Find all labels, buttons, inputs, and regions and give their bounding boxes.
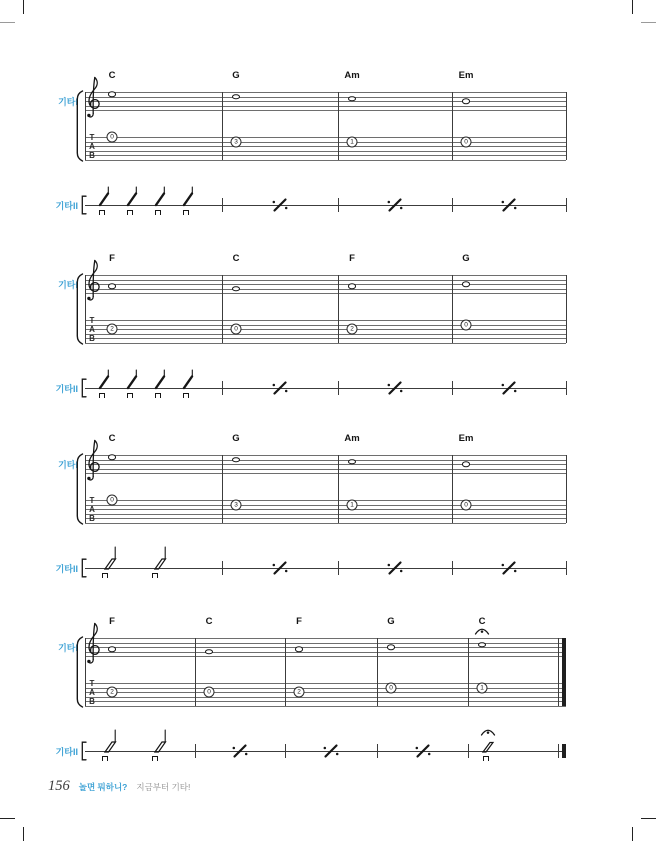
- rhythm-simile-mark: [414, 742, 432, 760]
- staff-barline: [222, 455, 223, 523]
- rhythm-simile-mark: [500, 196, 518, 214]
- down-stroke-icon: [152, 573, 159, 578]
- whole-note: [348, 459, 356, 465]
- tab-fret-number: 3: [231, 499, 242, 510]
- down-stroke-icon: [102, 573, 109, 578]
- whole-note: [387, 644, 395, 650]
- crop-mark-top-left-h: [0, 22, 15, 23]
- rhythm-quarter-slash: [98, 369, 112, 389]
- down-stroke-icon: [155, 393, 162, 398]
- staff-barline: [558, 638, 559, 706]
- staff-barline: [222, 92, 223, 160]
- down-stroke-icon: [99, 393, 106, 398]
- tab-staff-line: [85, 514, 566, 515]
- treble-staff-line: [85, 284, 566, 285]
- treble-clef-icon: [84, 439, 102, 485]
- tab-staff-line: [85, 137, 566, 138]
- tab-clef-letter: B: [89, 696, 95, 706]
- treble-clef-icon: [84, 259, 102, 305]
- treble-staff-line: [85, 110, 566, 111]
- rhythm-simile-mark: [500, 559, 518, 577]
- tab-clef-letter: A: [89, 141, 95, 151]
- tab-staff-line: [85, 338, 566, 339]
- tab-clef-letter: A: [89, 504, 95, 514]
- treble-staff-line: [85, 455, 566, 456]
- whole-note: [478, 642, 486, 648]
- rhythm-final-barline: [562, 744, 566, 758]
- treble-staff-line: [85, 289, 566, 290]
- treble-staff-line: [85, 638, 566, 639]
- rhythm-barline: [338, 381, 339, 395]
- chord-label: Am: [344, 433, 360, 444]
- down-stroke-icon: [152, 756, 159, 761]
- staff-barline: [195, 638, 196, 706]
- down-stroke-icon: [127, 393, 134, 398]
- treble-staff-line: [85, 275, 566, 276]
- treble-staff-line: [85, 460, 566, 461]
- chord-label: F: [296, 616, 302, 627]
- guitar2-label: 기타II: [55, 201, 78, 211]
- page-number: 156: [48, 778, 70, 794]
- crop-mark-top-right-h: [641, 22, 656, 23]
- tab-fret-number: 2: [107, 687, 118, 698]
- tab-staff-line: [85, 523, 566, 524]
- tab-staff-line: [85, 334, 566, 335]
- rhythm-simile-mark: [386, 196, 404, 214]
- down-stroke-icon: [99, 210, 106, 215]
- whole-note: [348, 96, 356, 102]
- tab-fret-number: 2: [107, 324, 118, 335]
- rhythm-quarter-slash: [154, 369, 168, 389]
- guitar1-label: 기타I: [58, 280, 78, 290]
- treble-staff-line: [85, 92, 566, 93]
- tab-staff-line: [85, 688, 566, 689]
- chord-label: Em: [458, 433, 474, 444]
- tab-fret-number: 0: [461, 499, 472, 510]
- tab-clef-letter: T: [89, 132, 95, 142]
- whole-note: [462, 98, 470, 104]
- tab-staff-line: [85, 697, 566, 698]
- chord-label: G: [232, 433, 240, 444]
- rhythm-barline: [566, 381, 567, 395]
- tab-fret-number: 2: [347, 324, 358, 335]
- rhythm-barline: [558, 744, 559, 758]
- crop-mark-top-left-v: [23, 0, 24, 14]
- crop-mark-bottom-right-h: [641, 818, 656, 819]
- system-bracket: [76, 273, 84, 345]
- rhythm-simile-mark: [322, 742, 340, 760]
- rhythm-simile-mark: [500, 379, 518, 397]
- staff-barline: [452, 455, 453, 523]
- tab-staff-line: [85, 325, 566, 326]
- rhythm-simile-mark: [271, 559, 289, 577]
- system-2: [0, 253, 656, 413]
- fermata-icon: [474, 626, 490, 635]
- treble-staff-line: [85, 101, 566, 102]
- whole-note: [108, 647, 116, 653]
- tab-staff-line: [85, 155, 566, 156]
- tab-staff-line: [85, 509, 566, 510]
- tab-fret-number: 0: [107, 132, 118, 143]
- rhythm-quarter-slash: [126, 186, 140, 206]
- whole-note: [232, 286, 240, 292]
- staff-barline: [566, 92, 567, 160]
- system-4: [0, 616, 656, 776]
- guitar1-label: 기타I: [58, 460, 78, 470]
- down-stroke-icon: [102, 756, 109, 761]
- chord-label: Am: [344, 70, 360, 81]
- tab-fret-number: 1: [347, 499, 358, 510]
- down-stroke-icon: [483, 756, 490, 761]
- crop-mark-top-right-v: [632, 0, 633, 14]
- rhythm-whole-slash: [481, 741, 495, 753]
- treble-staff-line: [85, 106, 566, 107]
- rhythm-barline: [452, 198, 453, 212]
- chord-label: C: [232, 253, 240, 264]
- tab-staff-line: [85, 151, 566, 152]
- rhythm-barline: [222, 381, 223, 395]
- tab-clef-letter: A: [89, 687, 95, 697]
- tab-fret-number: 0: [461, 136, 472, 147]
- whole-note: [232, 457, 240, 463]
- crop-mark-bottom-left-v: [23, 827, 24, 841]
- rhythm-quarter-slash: [182, 369, 196, 389]
- staff-barline: [285, 638, 286, 706]
- tab-fret-number: 0: [386, 682, 397, 693]
- tab-staff-line: [85, 505, 566, 506]
- treble-staff-line: [85, 652, 566, 653]
- tab-staff-line: [85, 142, 566, 143]
- rhythm-quarter-slash: [182, 186, 196, 206]
- treble-staff-line: [85, 280, 566, 281]
- chord-label: F: [109, 253, 115, 264]
- whole-note: [232, 94, 240, 100]
- staff-barline: [468, 638, 469, 706]
- down-stroke-icon: [183, 393, 190, 398]
- tab-staff-line: [85, 160, 566, 161]
- staff-barline: [452, 275, 453, 343]
- staff-barline: [338, 455, 339, 523]
- tab-staff-line: [85, 692, 566, 693]
- whole-note: [108, 284, 116, 290]
- rhythm-barline: [566, 561, 567, 575]
- staff-barline: [85, 638, 86, 706]
- rhythm-simile-mark: [271, 196, 289, 214]
- staff-barline: [85, 92, 86, 160]
- tab-fret-number: 2: [294, 687, 305, 698]
- chord-label: C: [205, 616, 213, 627]
- rhythm-half-slash: [153, 546, 169, 570]
- staff-barline: [85, 455, 86, 523]
- tab-staff-line: [85, 500, 566, 501]
- staff-barline: [338, 92, 339, 160]
- tab-fret-number: 1: [347, 136, 358, 147]
- fermata-icon: [480, 727, 496, 736]
- tab-clef-letter: B: [89, 333, 95, 343]
- tab-staff-line: [85, 701, 566, 702]
- page-footer: [48, 778, 190, 795]
- chord-label: Em: [458, 70, 474, 81]
- whole-note: [205, 649, 213, 655]
- tab-staff-line: [85, 518, 566, 519]
- system-bracket: [76, 453, 84, 525]
- staff-barline: [338, 275, 339, 343]
- treble-staff-line: [85, 656, 566, 657]
- tab-clef-letter: T: [89, 678, 95, 688]
- tab-staff-line: [85, 320, 566, 321]
- crop-mark-bottom-right-v: [632, 827, 633, 841]
- guitar2-label: 기타II: [55, 747, 78, 757]
- rhythm-quarter-slash: [126, 369, 140, 389]
- whole-note: [108, 455, 116, 461]
- tab-fret-number: 1: [477, 682, 488, 693]
- treble-staff-line: [85, 464, 566, 465]
- guitar2-label: 기타II: [55, 384, 78, 394]
- chord-label: C: [108, 433, 116, 444]
- staff-barline: [85, 275, 86, 343]
- down-stroke-icon: [155, 210, 162, 215]
- treble-staff-line: [85, 97, 566, 98]
- whole-note: [462, 281, 470, 287]
- rhythm-quarter-slash: [154, 186, 168, 206]
- whole-note: [295, 647, 303, 653]
- rhythm-half-slash: [103, 729, 119, 753]
- tab-fret-number: 3: [231, 136, 242, 147]
- chord-label: C: [108, 70, 116, 81]
- tab-staff-line: [85, 343, 566, 344]
- rhythm-barline: [468, 744, 469, 758]
- chord-label: F: [349, 253, 355, 264]
- rhythm-barline: [222, 198, 223, 212]
- rhythm-simile-mark: [386, 379, 404, 397]
- rhythm-barline: [338, 561, 339, 575]
- rhythm-barline: [195, 744, 196, 758]
- tab-staff-line: [85, 706, 566, 707]
- crop-mark-bottom-left-h: [0, 818, 15, 819]
- staff-barline: [566, 275, 567, 343]
- chord-label: G: [462, 253, 470, 264]
- tab-clef-letter: T: [89, 315, 95, 325]
- tab-clef-letter: B: [89, 513, 95, 523]
- chord-label: G: [232, 70, 240, 81]
- treble-staff-line: [85, 469, 566, 470]
- system-bracket: [76, 636, 84, 708]
- chord-label: C: [478, 616, 486, 627]
- tab-fret-number: 0: [461, 319, 472, 330]
- tab-staff-line: [85, 329, 566, 330]
- tab-fret-number: 0: [107, 495, 118, 506]
- guitar1-label: 기타I: [58, 643, 78, 653]
- staff-barline: [377, 638, 378, 706]
- final-barline: [562, 638, 566, 706]
- rhythm-simile-mark: [386, 559, 404, 577]
- rhythm-barline: [452, 561, 453, 575]
- treble-clef-icon: [84, 76, 102, 122]
- rhythm-barline: [377, 744, 378, 758]
- rhythm-barline: [566, 198, 567, 212]
- footer-title: 놀면 뭐하니?: [78, 782, 128, 792]
- tab-fret-number: 0: [204, 687, 215, 698]
- treble-staff-line: [85, 293, 566, 294]
- staff-barline: [222, 275, 223, 343]
- tab-staff-line: [85, 683, 566, 684]
- rhythm-half-slash: [153, 729, 169, 753]
- rhythm-half-slash: [103, 546, 119, 570]
- tab-clef-letter: T: [89, 495, 95, 505]
- system-3: [0, 433, 656, 593]
- down-stroke-icon: [183, 210, 190, 215]
- rhythm-quarter-slash: [98, 186, 112, 206]
- rhythm-barline: [285, 744, 286, 758]
- guitar2-label: 기타II: [55, 564, 78, 574]
- rhythm-barline: [222, 561, 223, 575]
- tab-fret-number: 0: [231, 324, 242, 335]
- whole-note: [462, 461, 470, 467]
- system-bracket: [76, 90, 84, 162]
- guitar1-label: 기타I: [58, 97, 78, 107]
- tab-staff-line: [85, 146, 566, 147]
- chord-label: G: [387, 616, 395, 627]
- system-1: [0, 70, 656, 230]
- staff-barline: [566, 455, 567, 523]
- treble-staff-line: [85, 643, 566, 644]
- rhythm-simile-mark: [231, 742, 249, 760]
- tab-clef-letter: B: [89, 150, 95, 160]
- staff-barline: [452, 92, 453, 160]
- tab-clef-letter: A: [89, 324, 95, 334]
- treble-clef-icon: [84, 622, 102, 668]
- rhythm-simile-mark: [271, 379, 289, 397]
- down-stroke-icon: [127, 210, 134, 215]
- treble-staff-line: [85, 647, 566, 648]
- rhythm-barline: [338, 198, 339, 212]
- chord-label: F: [109, 616, 115, 627]
- rhythm-barline: [452, 381, 453, 395]
- whole-note: [108, 92, 116, 98]
- treble-staff-line: [85, 473, 566, 474]
- footer-subtitle: 지금부터 기타!: [136, 782, 191, 792]
- whole-note: [348, 284, 356, 290]
